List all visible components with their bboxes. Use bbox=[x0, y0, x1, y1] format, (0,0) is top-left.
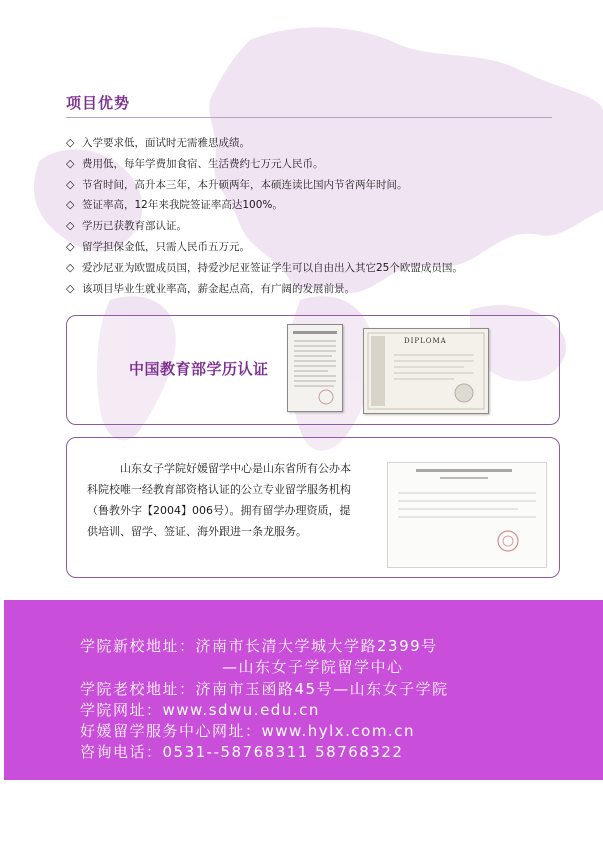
diamond-bullet-icon: ◇ bbox=[66, 281, 75, 295]
diploma-word: DIPLOMA bbox=[404, 337, 447, 345]
advantages-list bbox=[66, 133, 463, 299]
list-item: ◇ 该项目毕业生就业率高，薪金起点高，有广阔的发展前景。 bbox=[66, 279, 463, 300]
diamond-bullet-icon: ◇ bbox=[66, 177, 75, 191]
old-campus-address: 学院老校地址：济南市玉函路45号—山东女子学院 bbox=[80, 680, 449, 698]
list-item: ◇ 签证率高，12年来我院签证率高达100%。 bbox=[66, 195, 463, 216]
contact-footer bbox=[4, 600, 603, 780]
diamond-bullet-icon: ◇ bbox=[66, 198, 75, 212]
list-item: ◇ 节省时间，高升本三年，本升硕两年，本硕连读比国内节省两年时间。 bbox=[66, 175, 463, 196]
list-item: ◇ 爱沙尼亚为欧盟成员国，持爱沙尼亚签证学生可以自由出入其它25个欧盟成员国。 bbox=[66, 258, 463, 279]
new-campus-address-cont: —山东女子学院留学中心 bbox=[222, 658, 404, 676]
document-lines-icon bbox=[388, 463, 546, 567]
qualification-document-image bbox=[387, 462, 547, 568]
certification-box bbox=[66, 315, 560, 425]
list-item: ◇ 费用低，每年学费加食宿、生活费约七万元人民币。 bbox=[66, 154, 463, 175]
certificate-lines-icon bbox=[288, 325, 342, 411]
certification-title: 中国教育部学历认证 bbox=[129, 360, 269, 378]
diploma-image bbox=[363, 328, 489, 414]
diamond-bullet-icon: ◇ bbox=[66, 260, 75, 274]
college-website: 学院网址：www.sdwu.edu.cn bbox=[80, 701, 320, 719]
diamond-bullet-icon: ◇ bbox=[66, 156, 75, 170]
phone-number: 咨询电话：0531--58768311 58768322 bbox=[80, 743, 404, 761]
list-item: ◇ 学历已获教育部认证。 bbox=[66, 216, 463, 237]
list-item: ◇ 留学担保金低，只需人民币五万元。 bbox=[66, 237, 463, 258]
certificate-document-image bbox=[287, 324, 343, 412]
list-item: ◇ 入学要求低，面试时无需雅思成绩。 bbox=[66, 133, 463, 154]
diamond-bullet-icon: ◇ bbox=[66, 219, 75, 233]
diamond-bullet-icon: ◇ bbox=[66, 239, 75, 253]
advantages-title: 项目优势 bbox=[66, 94, 131, 112]
diamond-bullet-icon: ◇ bbox=[66, 136, 75, 149]
new-campus-address: 学院新校地址：济南市长清大学城大学路2399号 bbox=[80, 637, 438, 655]
center-website: 好媛留学服务中心网址：www.hylx.com.cn bbox=[80, 722, 415, 740]
title-divider bbox=[66, 117, 552, 118]
about-paragraph: 山东女子学院好媛留学中心是山东省所有公办本科院校唯一经教育部资格认证的公立专业留学服务机构（鲁教外字【2004】006号）。拥有留学办理资质，提供培训、留学、签证、海外跟进一条龙服务。 bbox=[87, 462, 351, 538]
about-box bbox=[66, 437, 560, 578]
